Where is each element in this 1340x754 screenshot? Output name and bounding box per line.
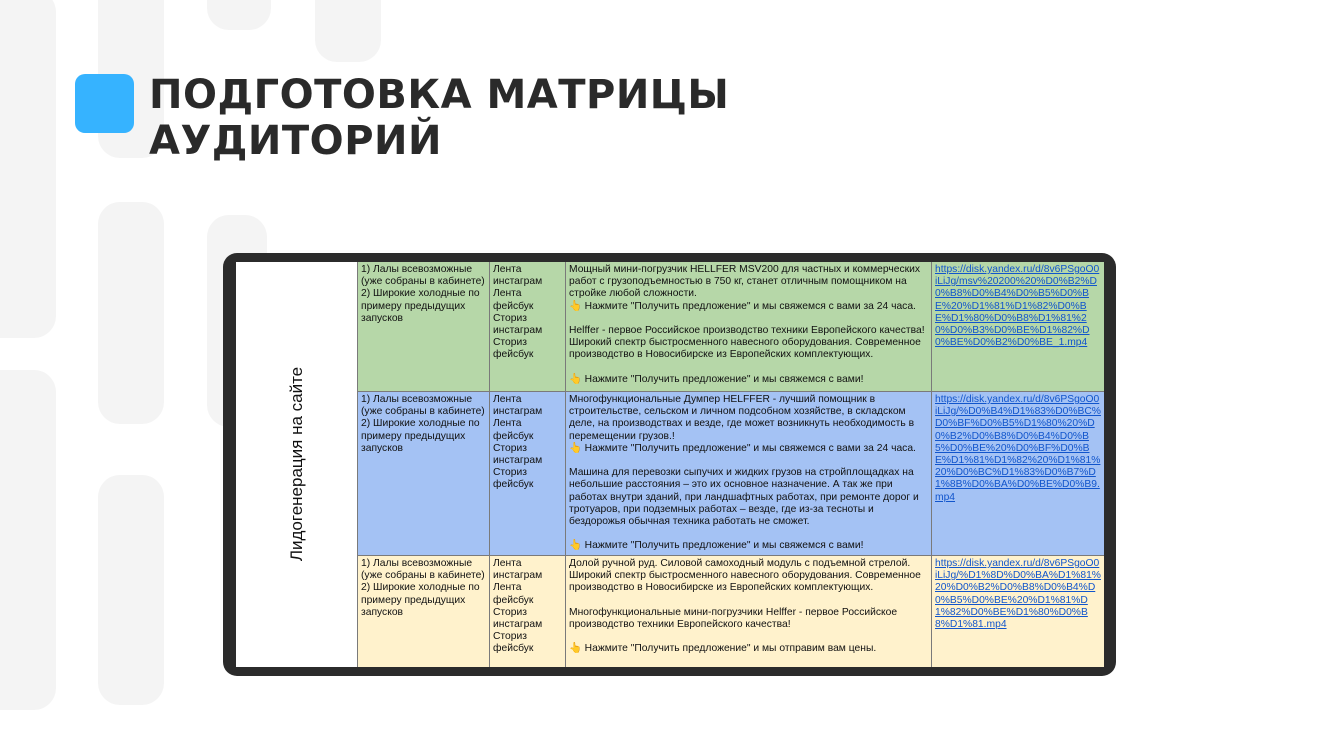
video-link[interactable]: https://disk.yandex.ru/d/8v6PSgoO0iLiJg/%D0%B4%D1%83%D0%BC%D0%BF%D0%B5%D1%80%20%D0%B2%D0%B8%D0%B4%D0%B5%D0%BE%20%D0%BF%D0%BE%D1%81%D1%82%20%D1%81%20%D0%BC%D1%83%D0%B7%D1%8B%D0%BA%D0%BE%D0%B9.mp4 [935,394,1101,503]
ad-text-cell: Многофункциональные Думпер HELFFER - лучший помощник в строительстве, сельском и личном подсобном хозяйстве, в складском деле, на производствах и везде, где может возникнуть необходимость в перемещении грузов.! 👆 Нажмите "Получить предложение" и мы свяжемся с вами за 24 часа. Машина для перевозки сыпучих и жидких грузов на стройплощадках на небольшие расстояния – это их основное назначение. А так же при работах внутри зданий, при ландшафтных работах, при ремонте дорог и тротуаров, при подземных работах – везде, где из-за тесноты и бездорожья обычная техника работать не сможет. 👆 Нажмите "Получить предложение" и мы свяжемся с вами! [566,392,932,555]
side-label: Лидогенерация на сайте [287,366,306,562]
background-shape [207,0,271,30]
placement-cell: Лента инстаграм Лента фейсбук Сториз инстаграм Сториз фейсбук [490,556,566,667]
table-row [358,556,1104,667]
background-shape [0,370,56,710]
background-shape [315,0,381,62]
title-line-2: АУДИТОРИЙ [149,118,442,164]
ad-text-cell: Долой ручной руд. Силовой самоходный модуль с подъемной стрелой. Широкий спектр быстросменного навесного оборудования. Современное производство в Новосибирске из Европейских комплектующих. Многофункциональные мини-погрузчики Helffer - первое Российское производство техники Европейского качества! 👆 Нажмите "Получить предложение" и мы отправим вам цены. [566,556,932,667]
background-shape [98,202,164,424]
page-title [149,72,909,164]
video-link[interactable]: https://disk.yandex.ru/d/8v6PSgoO0iLiJg/%D1%8D%D0%BA%D1%81%20%D0%B2%D0%B8%D0%B4%D0%B5%D0%BE%20%D1%81%D1%82%D0%BE%D1%80%D0%B8%D1%81.mp4 [935,558,1101,631]
table-row [358,392,1104,556]
audience-cell: 1) Лалы всевозможные (уже собраны в кабинете) 2) Широкие холодные по примеру предыдущих запусков [358,556,490,667]
title-line-1: ПОДГОТОВКА МАТРИЦЫ [149,72,730,118]
background-shape [0,0,56,338]
placement-cell: Лента инстаграм Лента фейсбук Сториз инстаграм Сториз фейсбук [490,262,566,391]
placement-cell: Лента инстаграм Лента фейсбук Сториз инстаграм Сториз фейсбук [490,392,566,555]
ad-text-cell: Мощный мини-погрузчик HELLFER MSV200 для частных и коммерческих работ с грузоподъемностью в 750 кг, станет отличным помощником на стройке любой сложности. 👆 Нажмите "Получить предложение" и мы свяжемся с вами за 24 часа. Helffer - первое Российское производство техники Европейского качества! Широкий спектр быстросменного навесного оборудования. Современное производство в Новосибирске из Европейских комплектующих. 👆 Нажмите "Получить предложение" и мы свяжемся с вами! [566,262,932,391]
side-label-cell [236,262,358,667]
audience-cell: 1) Лалы всевозможные (уже собраны в кабинете) 2) Широкие холодные по примеру предыдущих запусков [358,262,490,391]
background-shape [98,475,164,705]
accent-square [75,74,134,133]
audience-cell: 1) Лалы всевозможные (уже собраны в кабинете) 2) Широкие холодные по примеру предыдущих запусков [358,392,490,555]
table-row [358,262,1104,392]
video-link[interactable]: https://disk.yandex.ru/d/8v6PSgoO0iLiJg/msv%20200%20%D0%B2%D0%B8%D0%B4%D0%B5%D0%BE%20%D1%81%D1%82%D0%BE%D1%80%D0%B8%D1%81%20%D0%B3%D0%BE%D1%82%D0%BE%D0%B2%D0%BE_1.mp4 [935,264,1100,349]
audience-matrix-table [236,262,1104,667]
